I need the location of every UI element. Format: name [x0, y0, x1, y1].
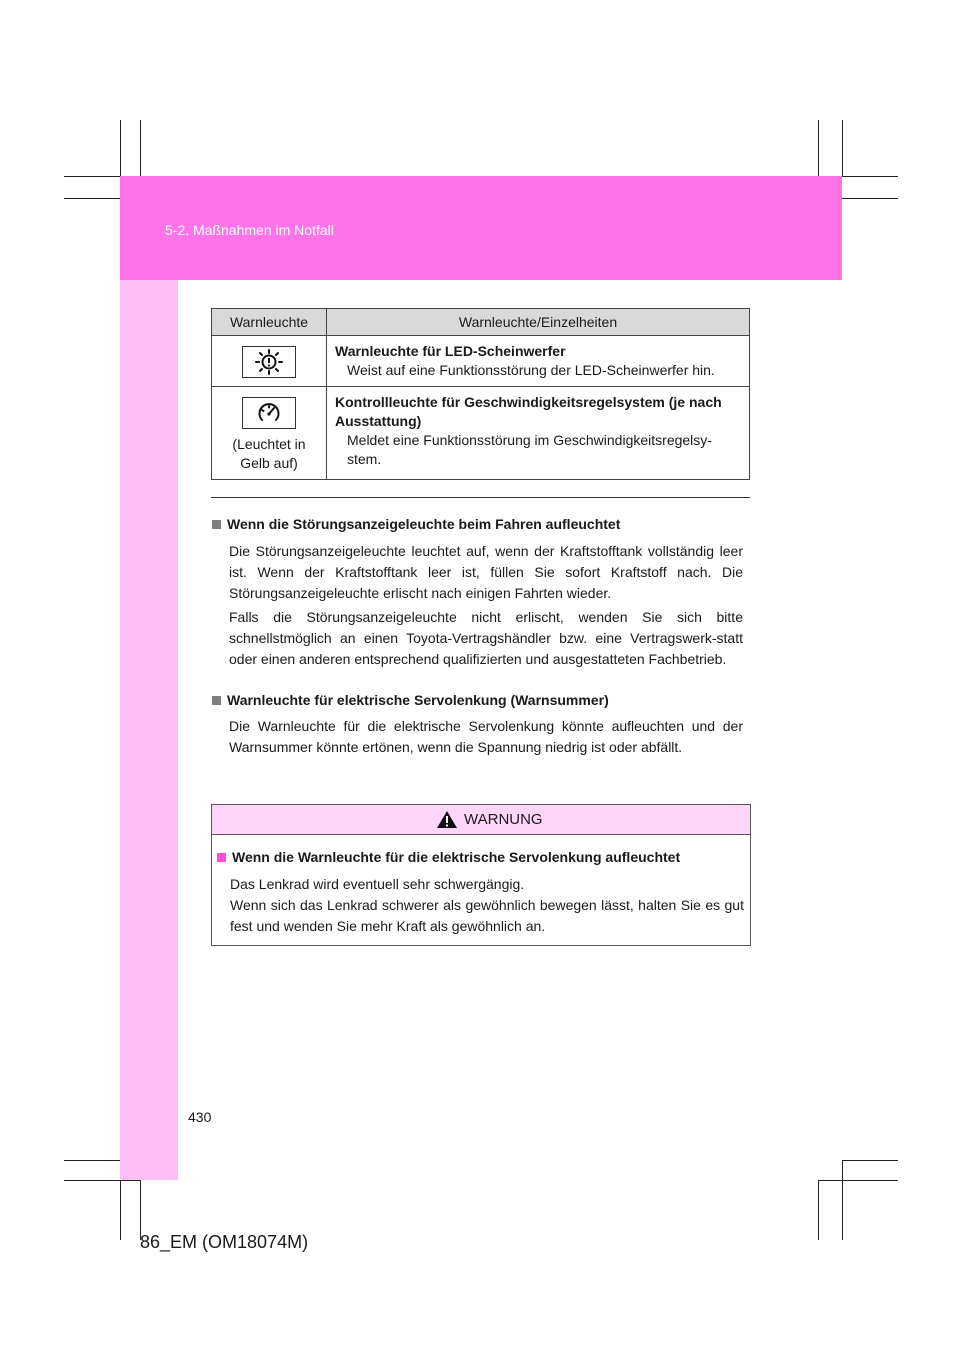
section-title: 5-2. Maßnahmen im Notfall	[165, 222, 334, 238]
lamp-title: Kontrollleuchte für Geschwindigkeitsregelsystem (je nach Ausstattung)	[335, 394, 722, 429]
crop-mark	[120, 120, 121, 176]
crop-mark	[64, 1160, 120, 1161]
crop-mark	[842, 176, 898, 177]
section-heading	[212, 516, 620, 532]
square-bullet-icon	[212, 520, 221, 529]
warning-lamp-table	[211, 308, 750, 480]
lamp-title: Warnleuchte für LED-Scheinwerfer	[335, 343, 566, 359]
table-details-cell	[327, 336, 750, 387]
icon-note: (Leuchtet in Gelb auf)	[232, 436, 306, 471]
table-row	[212, 387, 750, 480]
crop-mark	[818, 1180, 898, 1181]
table-header-row	[212, 309, 750, 336]
paragraph: Falls die Störungsanzeigeleuchte nicht erlischt, wenden Sie sich bitte schnellstmöglich an einen Toyota-Vertragshändler bzw. eine Vertragswerk-statt oder einen anderen entsprechend qualifizierten und ausgestatteten Fachbetrieb.	[229, 609, 743, 667]
crop-mark	[818, 1180, 819, 1240]
crop-mark	[842, 120, 843, 176]
crop-mark	[140, 1180, 141, 1240]
warning-box	[211, 804, 751, 946]
paragraph: Die Warnleuchte für die elektrische Servolenkung könnte aufleuchten und der Warnsummer könnte ertönen, wenn die Spannung niedrig ist oder abfällt.	[229, 718, 743, 755]
document-code: 86_EM (OM18074M)	[140, 1232, 309, 1252]
square-bullet-icon	[212, 696, 221, 705]
side-bar	[120, 280, 178, 1180]
divider	[211, 497, 750, 498]
warning-heading-text: Wenn die Warnleuchte für die elektrische Servolenkung aufleuchtet	[232, 849, 681, 865]
section-heading-text: Wenn die Störungsanzeigeleuchte beim Fahren aufleuchtet	[227, 516, 621, 532]
table-header-details: Warnleuchte/Einzelheiten	[327, 309, 750, 336]
crop-mark	[64, 1180, 140, 1181]
table-icon-cell	[212, 387, 327, 480]
warning-header	[212, 805, 750, 835]
warning-title: WARNUNG	[464, 811, 543, 828]
crop-mark	[64, 176, 120, 177]
table-row	[212, 336, 750, 387]
table-details-cell	[327, 387, 750, 480]
led-headlight-warning-icon	[242, 346, 296, 378]
table-header-lamp: Warnleuchte	[212, 309, 327, 336]
page-number: 430	[188, 1109, 212, 1125]
crop-mark	[842, 1160, 898, 1161]
section-heading	[212, 692, 609, 708]
section-heading-text: Warnleuchte für elektrische Servolenkung (Warnsummer)	[227, 692, 609, 708]
warning-triangle-icon	[436, 810, 458, 829]
square-bullet-icon	[217, 853, 226, 862]
warning-line: Wenn sich das Lenkrad schwerer als gewöhnlich bewegen lässt, halten Sie es gut fest und wenden Sie mehr Kraft als gewöhnlich an.	[230, 897, 744, 934]
lamp-description: Meldet eine Funktionsstörung im Geschwindigkeitsregelsy-stem.	[347, 432, 712, 467]
paragraph: Die Störungsanzeigeleuchte leuchtet auf, wenn der Kraftstofftank vollständig leer ist. Wenn der Kraftstofftank leer ist, füllen Sie sofort Kraftstoff nach. Die Störungsanzeigeleuchte erlischt nach einigen Fahrten wieder.	[229, 543, 743, 601]
warning-heading	[217, 849, 680, 865]
lamp-description: Weist auf eine Funktionsstörung der LED-Scheinwerfer hin.	[347, 362, 715, 378]
crop-mark	[842, 1160, 843, 1240]
warning-line: Das Lenkrad wird eventuell sehr schwergängig.	[230, 876, 525, 892]
table-icon-cell	[212, 336, 327, 387]
speedometer-cruise-icon	[242, 397, 296, 429]
